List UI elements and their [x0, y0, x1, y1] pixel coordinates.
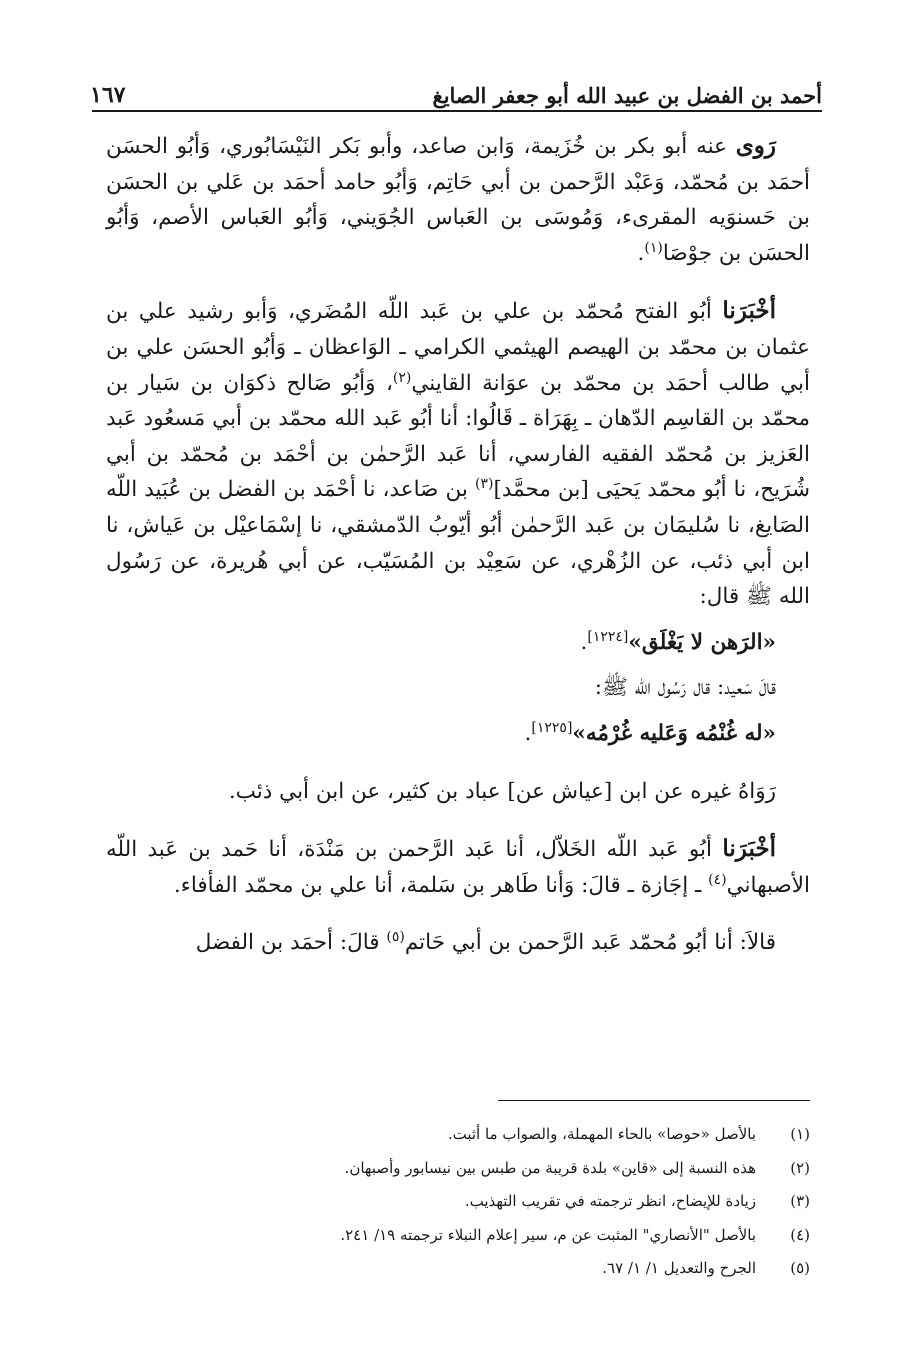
- page-header: [90, 68, 822, 108]
- footnote-item: [106, 1118, 810, 1152]
- footnote-item: [106, 1185, 810, 1219]
- hadith-text-2: [106, 716, 810, 752]
- hadith-quote: «الرَهن لا يَغْلَق»: [628, 629, 776, 655]
- lead-word: أخْبَرَنا: [722, 297, 776, 325]
- paragraph-end: .: [524, 720, 532, 746]
- lead-word: أخْبَرَنا: [722, 835, 776, 863]
- footnote-marker: (٣): [474, 476, 494, 493]
- paragraph-isnad-3: [106, 925, 810, 961]
- header-divider: [92, 110, 822, 112]
- footnote-marker: (٥): [386, 929, 405, 946]
- footnote-number: (٢): [790, 1158, 810, 1177]
- footnote-item: [106, 1252, 810, 1286]
- lead-word: رَوى: [735, 132, 776, 159]
- footnote-text: الجرح والتعديل ١/ ١/ ٦٧.: [602, 1259, 756, 1277]
- hadith-text-1: [106, 625, 810, 661]
- footnote-text: هذه النسبة إلى «قاين» بلدة قريبة من طبس بين نيسابور وأصبهان.: [344, 1158, 756, 1177]
- footnote-text: زيادة للإيضاح، انظر ترجمته في تقريب التهذيب.: [464, 1192, 756, 1210]
- main-text: [106, 128, 810, 983]
- hadith-quote: «له غُنْمُه وَعَليه غُرْمُه»: [572, 720, 776, 746]
- footnote-item: [106, 1219, 810, 1253]
- footnote-text: بالأصل «حوصا» بالحاء المهملة، والصواب ما أثبت.: [447, 1125, 756, 1143]
- paragraph-isnad-1: [106, 293, 810, 614]
- footnote-item: [106, 1152, 810, 1186]
- paragraph-text: رَوَاهُ غيره عن ابن [عياش عن] عباد بن كثير، عن ابن أبي ذئب.: [228, 778, 776, 804]
- footnote-marker: (٢): [392, 369, 412, 386]
- footnote-marker: (١): [644, 239, 663, 256]
- hadith-reference: [١٢٢٤]: [587, 628, 629, 645]
- footnote-number: (٤): [790, 1225, 810, 1244]
- footnotes: [106, 1118, 810, 1286]
- paragraph-isnad-2: [106, 831, 810, 903]
- paragraph-text: بن صَاعد، نا أحْمَد بن الفضل بن عُبَيد اللّه الصَايغ، نا سُليمَان بن عَبد الرَّحمٰن أبُو أيّوبُ الدّمشقي، نا إسْمَاعيْل بن عَياش، نا ابن أبي ذئب، عن الزُهْري، عن سَعِيْد بن المُسَيّب، عن أبي هُريرة، عن رَسُول الله ﷺ قال:: [106, 477, 810, 610]
- paragraph-narrators: [106, 128, 810, 271]
- paragraph-narration: [106, 774, 810, 810]
- hadith-reference: [١٢٢٥]: [531, 719, 573, 736]
- page-number: ١٦٧: [90, 82, 126, 108]
- paragraph-text: أبُو عَبد اللّه الخَلاّل، أنا عَبد الرَّحمن بن مَنْدَة، أنا حَمد بن عَبد اللّه الأصبهاني: [106, 837, 810, 898]
- paragraph-text: ـ إجَازة ـ قالَ: وَأنا طَاهر بن سَلمة، أنا علي بن محمّد الفأفاء.: [173, 872, 709, 898]
- paragraph-text: ، وَأبُو صَالح ذكوَان بن سَيار بن محمّد بن القاسِم الدّهان ـ بِهَرَاة ـ قَالُوا: أنا أبُو عَبد الله محمّد بن أبي مَسعُود عَبد العَزيز بن مُحمّد الفقيه الفارسي، أنا عَبد الرَّحمٰن بن أحْمَد بن مُحمّد بن أبي شُرَيح، نا أبُو محمّد يَحيَى [بن محمَّد]: [106, 370, 810, 503]
- paragraph-end: .: [637, 240, 645, 266]
- paragraph-text: قالَ: أحمَد بن الفضل: [195, 930, 387, 956]
- footnote-divider: [498, 1100, 810, 1101]
- paragraph-text: قالاَ: أنا أبُو مُحمّد عَبد الرَّحمن بن أبي حَاتم: [404, 930, 776, 956]
- paragraph-text: أبُو الفتح مُحمّد بن علي بن عَبد اللّه المُضَري، وَأبو رشيد علي بن عثمان بن محمّد بن الهيصم الهيثمي الكرامي ـ الوَاعظان ـ وَأبُو الحسَن علي بن أبي طالب أحمَد بن محمّد بن عوَانة القايني: [106, 299, 810, 396]
- footnote-marker: (٤): [708, 871, 727, 888]
- footnote-number: (٣): [790, 1192, 810, 1210]
- paragraph-said: [106, 670, 810, 706]
- paragraph-text: عنه أبو بكر بن خُزَيمة، وَابن صاعد، وأبو بَكر النَيْسَابُوري، وَأبُو الحسَن أحمَد بن مُحمّد، وَعَبْد الرَّحمن بن أبي حَاتِم، وَأبُو حامد أحمَد بن عَلي بن الحسَن بن حَسنوَيه المقرىء، وَمُوسَى بن العَباس الجُوَيني، وَأبُو العَباس الأصم، وَأبُو الحسَن بن جوْصَا: [106, 134, 810, 266]
- paragraph-end: .: [580, 629, 588, 655]
- footnote-text: بالأصل "الأنصاري" المثبت عن م، سير إعلام النبلاء ترجمته ١٩/ ٢٤١.: [340, 1225, 756, 1244]
- running-title: أحمد بن الفضل بن عبيد الله أبو جعفر الصايغ: [432, 83, 822, 108]
- footnote-number: (٥): [790, 1259, 810, 1277]
- paragraph-text: قالَ سَعيد: قال رَسُول الله ﷺ:: [594, 675, 776, 701]
- footnote-number: (١): [790, 1125, 810, 1143]
